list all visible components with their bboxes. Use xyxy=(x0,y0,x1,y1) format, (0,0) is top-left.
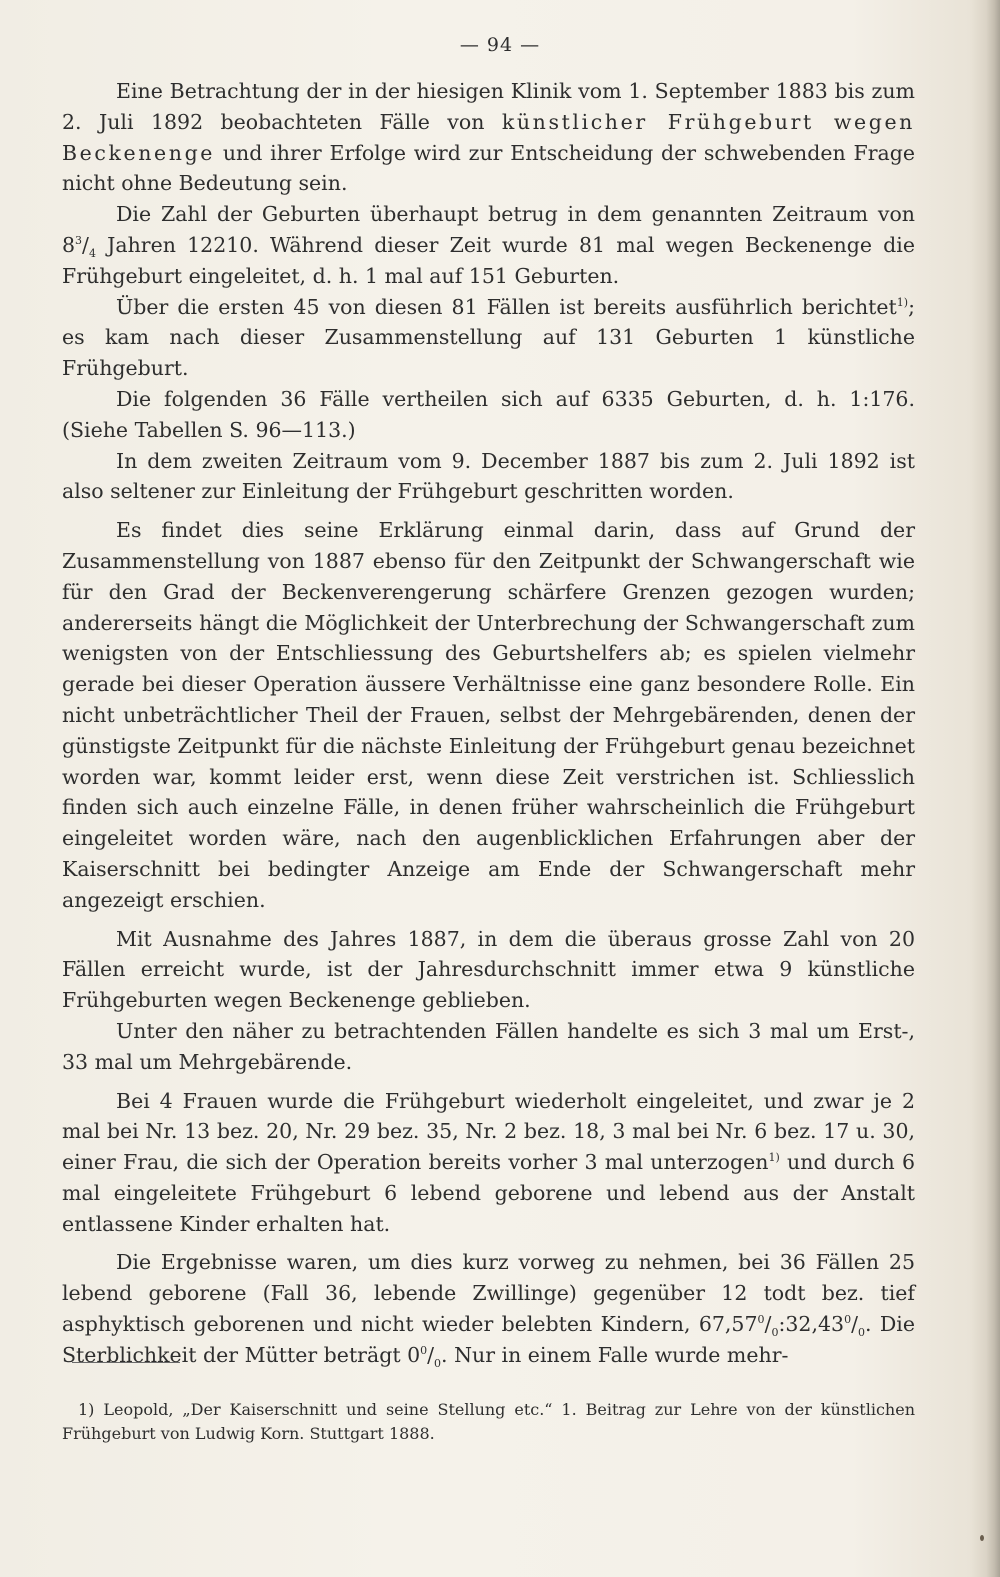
paragraph-2: Die Zahl der Geburten überhaupt betrug in dem genannten Zeitraum von $8^3/_4$ Jahren 12210. Während dieser Zeit wurde 81 mal wegen Beckenenge die Frühgeburt eingeleitet, d. h. 1 mal auf 151 Geburten. xyxy=(62,202,915,288)
page-edge-shadow xyxy=(986,0,1000,1577)
paragraph-10-text-d: . Nur in einem Falle wurde mehr- xyxy=(441,1342,789,1367)
percent-sign-bottom: 0 xyxy=(434,1356,442,1370)
paragraph-3-text-b: ; es kam nach dieser Zusammenstellung auf 131 Geburten 1 künstliche Frühgeburt. xyxy=(62,294,915,381)
paragraph-9-text-b: und durch 6 mal eingeleitete Frühgeburt 6 lebend geborene und lebend aus der Anstalt entlassene Kinder erhalten hat. xyxy=(62,1150,915,1236)
paragraph-10-text-c: . Die Sterblichkeit der Mütter beträgt 0 xyxy=(62,1312,915,1367)
footnote-divider xyxy=(72,1362,180,1363)
paragraph-3 xyxy=(62,292,915,384)
paragraph-2-text-a: Die Zahl der Geburten überhaupt betrug in dem genannten Zeitraum von 8 xyxy=(62,202,915,257)
percent-sign-bottom: 0 xyxy=(857,1326,865,1340)
paragraph-7: Mit Ausnahme des Jahres 1887, in dem die überaus grosse Zahl von 20 Fällen erreicht wurde, ist der Jahresdurchschnitt immer etwa 9 künstliche Frühgeburten wegen Beckenenge geblieben. xyxy=(62,926,915,1013)
percent-sign-top: 0 xyxy=(420,1344,428,1358)
fraction-denominator: 4 xyxy=(88,247,96,261)
footnote-reference: 1) xyxy=(768,1151,780,1165)
footnote-reference: 1) xyxy=(896,295,909,309)
paragraph-10-text-b: :32,43 xyxy=(778,1312,845,1337)
paragraph-10-text-a: Die Ergebnisse waren, um dies kurz vorweg zu nehmen, bei 36 Fällen 25 lebend geborene (Fall 36, lebende Zwillinge) gegenüber 12 todt bez. tief asphyktisch geborenen und nicht wieder belebten Kindern, 67,57 xyxy=(62,1250,915,1337)
emphasized-term: künstlicher Frühgeburt wegen Beckenenge xyxy=(62,109,915,165)
paragraph-3-text-a: Über die ersten 45 von diesen 81 Fällen ist bereits ausführlich berichtet xyxy=(116,294,897,319)
paragraph-1-text-c: und ihrer Erfolge wird zur Entscheidung der schwebenden Frage nicht ohne Bedeutung sein. xyxy=(62,140,915,196)
footnote-text: Leopold, „Der Kaiserschnitt und seine Stellung etc.“ 1. Beitrag zur Lehre von der künstlichen Frühgeburt von Ludwig Korn. Stuttgart 1888. xyxy=(62,1400,915,1443)
paragraph-4: Die folgenden 36 Fälle vertheilen sich auf 6335 Geburten, d. h. 1:176. (Siehe Tabellen S. 96—113.) xyxy=(62,386,915,442)
paragraph-5: In dem zweiten Zeitraum vom 9. December 1887 bis zum 2. Juli 1892 ist also seltener zur Einleitung der Frühgeburt geschritten worden. xyxy=(62,448,915,504)
footnote-1 xyxy=(62,1398,915,1446)
paragraph-10: Die Ergebnisse waren, um dies kurz vorweg zu nehmen, bei 36 Fällen 25 lebend geborene (Fall 36, lebende Zwillinge) gegenüber 12 todt bez. tief asphyktisch geborenen und nicht wieder belebten Kindern, $67,57^0/_0:32,43^0/_0$. Die Sterblichkeit der Mütter beträgt $0^0/_0$. Nur in einem Falle wurde mehr- xyxy=(62,1250,915,1370)
percent-sign-bottom: 0 xyxy=(771,1326,779,1340)
paragraph-9 xyxy=(62,1086,915,1240)
paragraph-1 xyxy=(62,76,915,199)
paragraph-1-text-a: Eine Betrachtung der in der hiesigen Klinik vom 1. September 1883 bis zum 2. Juli 1892 beobachteten Fälle von xyxy=(62,79,915,134)
percent-sign-top: 0 xyxy=(757,1313,765,1327)
paragraph-9-text-a: Bei 4 Frauen wurde die Frühgeburt wiederholt eingeleitet, und zwar je 2 mal bei Nr. 13 bez. 20, Nr. 29 bez. 35, Nr. 2 bez. 18, 3 mal bei Nr. 6 bez. 17 u. 30, einer Frau, die sich der Operation bereits vorher 3 mal unterzogen xyxy=(62,1088,915,1175)
footnotes xyxy=(62,1398,915,1446)
body-text xyxy=(62,76,915,1371)
page-number: — 94 — xyxy=(459,34,541,56)
fraction-numerator: 3 xyxy=(75,234,83,248)
paragraph-2-text-b: Jahren 12210. Während dieser Zeit wurde 81 mal wegen Beckenenge die Frühgeburt eingeleitet, d. h. 1 mal auf 151 Geburten. xyxy=(62,232,915,288)
paper-speck xyxy=(980,1535,984,1541)
percent-sign-top: 0 xyxy=(844,1313,852,1327)
footnote-marker: 1) xyxy=(78,1400,95,1419)
paragraph-6: Es findet dies seine Erklärung einmal darin, dass auf Grund der Zusammenstellung von 1887 ebenso für den Zeitpunkt der Schwangerschaft wie für den Grad der Beckenverengerung schärfere Grenzen gezogen wurden; andererseits hängt die Möglichkeit der Unterbrechung der Schwangerschaft zum wenigsten von der Entschliessung des Geburtshelfers ab; es spielen vielmehr gerade bei dieser Operation äussere Verhältnisse eine ganz besondere Rolle. Ein nicht unbeträchtlicher Theil der Frauen, selbst der Mehrgebärenden, denen der günstigste Zeitpunkt für die nächste Einleitung der Frühgeburt genau bezeichnet worden war, kommt leider erst, wenn diese Zeit verstrichen ist. Schliesslich finden sich auch einzelne Fälle, in denen früher wahrscheinlich die Frühgeburt eingeleitet worden wäre, nach den augenblicklichen Erfahrungen aber der Kaiserschnitt bei bedingter Anzeige am Ende der Schwangerschaft mehr angezeigt erschien. xyxy=(62,518,915,912)
paragraph-8: Unter den näher zu betrachtenden Fällen handelte es sich 3 mal um Erst-, 33 mal um Mehrgebärende. xyxy=(62,1018,915,1074)
